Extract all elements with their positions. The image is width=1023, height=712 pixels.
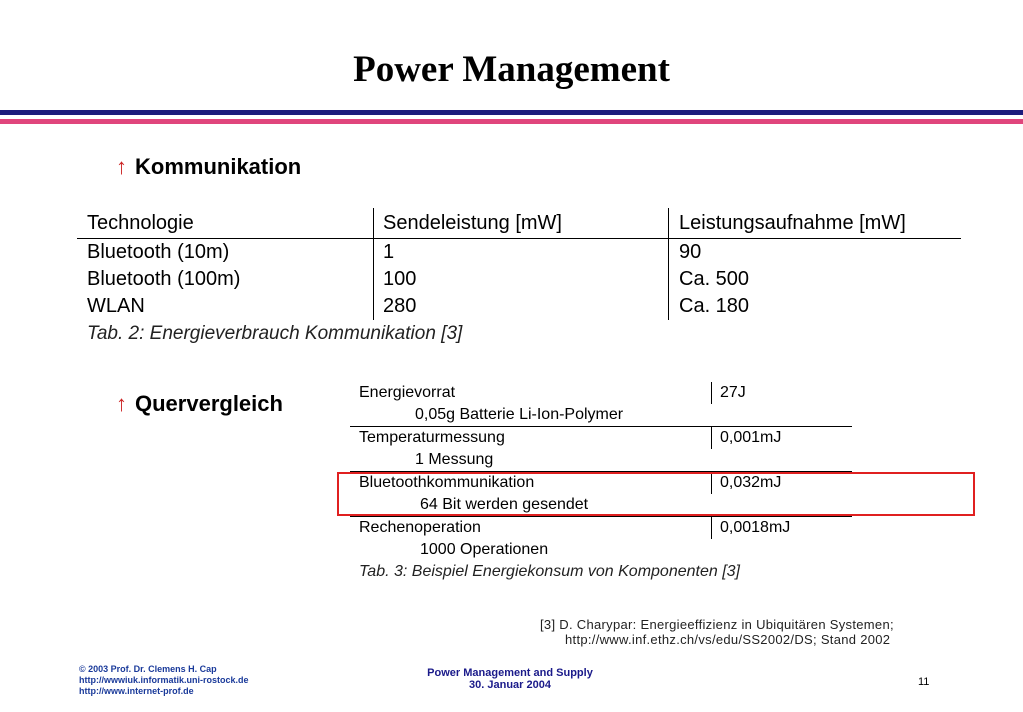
bullet-label: Kommunikation <box>135 154 302 179</box>
table-caption: Tab. 3: Beispiel Energiekonsum von Komponenten [3] <box>359 563 740 580</box>
cell-technologie: WLAN <box>87 295 145 317</box>
table-row <box>350 517 852 561</box>
row-subtitle: 0,05g Batterie Li-Ion-Polymer <box>415 406 624 423</box>
arrow-up-icon: ↑ <box>116 391 127 416</box>
bullet-label: Quervergleich <box>135 391 283 416</box>
table-row <box>350 382 852 427</box>
table-row <box>77 266 961 293</box>
row-value: 27J <box>711 382 852 404</box>
row-subtitle: 64 Bit werden gesendet <box>420 496 589 513</box>
page-number: 11 <box>918 676 930 688</box>
arrow-up-icon: ↑ <box>116 154 127 179</box>
title-rule-navy <box>0 110 1023 115</box>
table-header-row <box>77 208 961 239</box>
footer-url-prof: http://www.internet-prof.de <box>79 686 194 696</box>
row-subtitle: 1000 Operationen <box>420 541 549 558</box>
cell-sendeleistung: 280 <box>373 293 668 320</box>
row-title: Temperaturmessung <box>359 429 505 446</box>
cell-sendeleistung: 100 <box>373 266 668 293</box>
reference-url: http://www.inf.ethz.ch/vs/edu/SS2002/DS; Stand 2002 <box>565 632 891 647</box>
footer-date: 30. Januar 2004 <box>469 679 551 691</box>
row-title: Bluetoothkommunikation <box>359 474 535 491</box>
slide-title: Power Management <box>353 49 670 90</box>
row-subtitle: 1 Messung <box>415 451 494 468</box>
table-caption: Tab. 2: Energieverbrauch Kommunikation [3] <box>87 323 463 344</box>
table-row <box>350 427 852 472</box>
row-title: Energievorrat <box>359 384 456 401</box>
cell-leistungsaufnahme: Ca. 500 <box>668 266 961 293</box>
title-rule-pink <box>0 119 1023 124</box>
row-value: 0,0018mJ <box>711 517 852 539</box>
reference-line: [3] D. Charypar: Energieeffizienz in Ubiquitären Systemen; <box>540 617 894 632</box>
cell-technologie: Bluetooth (10m) <box>87 241 230 263</box>
footer-topic-title: Power Management and Supply <box>427 667 593 679</box>
cell-leistungsaufnahme: Ca. 180 <box>668 293 961 320</box>
highlight-box <box>337 472 975 516</box>
table-row <box>77 293 961 320</box>
header-leistungsaufnahme: Leistungsaufnahme [mW] <box>668 208 961 238</box>
header-technologie: Technologie <box>87 212 194 234</box>
footer-url-uni: http://wwwiuk.informatik.uni-rostock.de <box>79 675 249 685</box>
footer-copyright: © 2003 Prof. Dr. Clemens H. Cap <box>79 664 217 674</box>
cell-leistungsaufnahme: 90 <box>668 239 961 266</box>
row-value: 0,001mJ <box>711 427 852 449</box>
bullet-kommunikation <box>116 154 301 180</box>
table-row <box>77 239 961 266</box>
table-kommunikation <box>77 208 961 345</box>
row-value: 0,032mJ <box>711 472 852 494</box>
cell-sendeleistung: 1 <box>373 239 668 266</box>
bullet-quervergleich <box>116 391 283 417</box>
footer-author <box>79 664 249 697</box>
cell-technologie: Bluetooth (100m) <box>87 268 241 290</box>
reference-note <box>540 617 894 647</box>
header-sendeleistung: Sendeleistung [mW] <box>373 208 668 238</box>
row-title: Rechenoperation <box>359 519 481 536</box>
footer-topic <box>380 667 640 691</box>
